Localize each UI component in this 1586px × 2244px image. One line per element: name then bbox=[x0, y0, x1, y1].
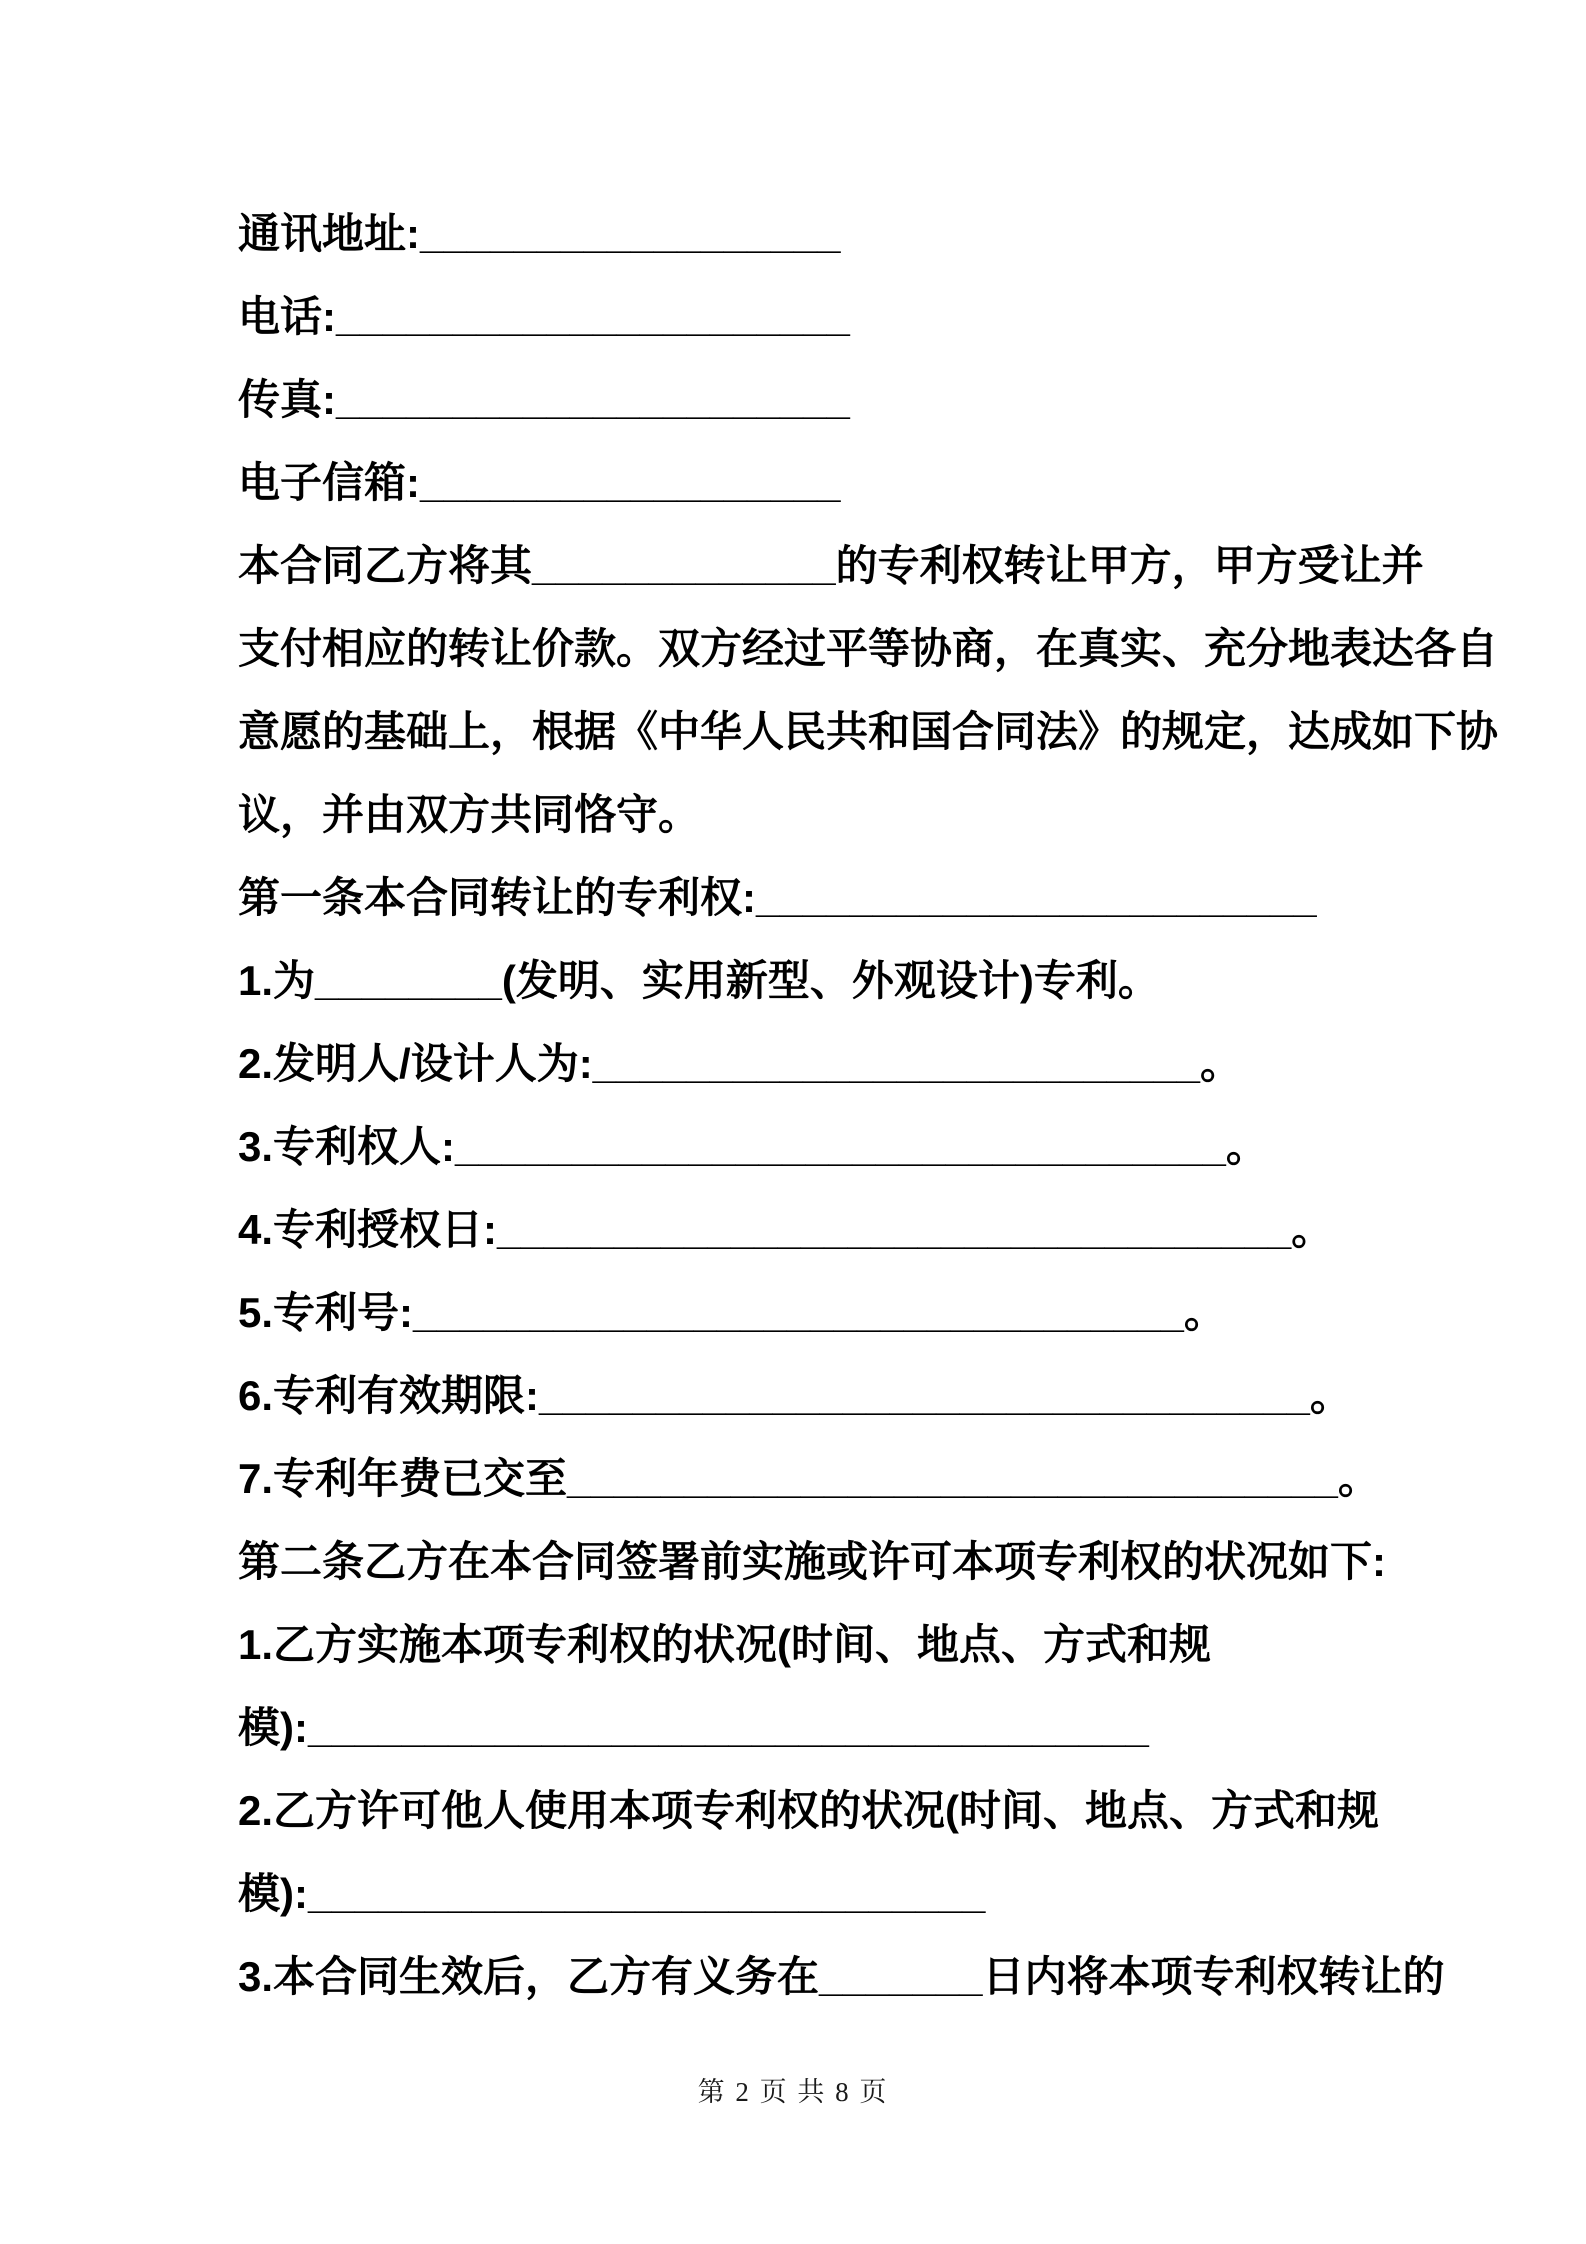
line-mailing-address: 通讯地址:__________________ bbox=[238, 210, 841, 257]
line-email: 电子信箱:__________________ bbox=[238, 459, 841, 506]
line-phone: 电话:______________________ bbox=[238, 293, 850, 340]
contract-body bbox=[238, 192, 1499, 2018]
line-article2-item1a: 1.乙方实施本项专利权的状况(时间、地点、方式和规 bbox=[238, 1621, 1212, 1668]
line-article1-title: 第一条本合同转让的专利权:________________________ bbox=[238, 874, 1317, 921]
line-preamble-2: 支付相应的转让价款。双方经过平等协商，在真实、充分地表达各自 bbox=[238, 625, 1499, 672]
line-preamble-3: 意愿的基础上，根据《中华人民共和国合同法》的规定，达成如下协 bbox=[238, 708, 1499, 755]
line-article2-item1b: 模):____________________________________ bbox=[238, 1704, 1149, 1751]
line-article2-title: 第二条乙方在本合同签署前实施或许可本项专利权的状况如下: bbox=[238, 1538, 1386, 1585]
page-footer: 第 2 页 共 8 页 bbox=[697, 2077, 889, 2107]
line-article1-item6: 6.专利有效期限:_________________________________。 bbox=[238, 1372, 1352, 1419]
line-article2-item3: 3.本合同生效后，乙方有义务在_______日内将本项专利权转让的 bbox=[238, 1953, 1445, 2000]
line-article1-item5: 5.专利号:_________________________________。 bbox=[238, 1289, 1226, 1336]
line-preamble-1: 本合同乙方将其_____________的专利权转让甲方，甲方受让并 bbox=[238, 542, 1424, 589]
line-article1-item7: 7.专利年费已交至_________________________________。 bbox=[238, 1455, 1380, 1502]
line-article1-item2: 2.发明人/设计人为:__________________________。 bbox=[238, 1040, 1243, 1087]
line-fax: 传真:______________________ bbox=[238, 376, 850, 423]
line-article2-item2b: 模):_____________________________ bbox=[238, 1870, 986, 1917]
line-article2-item2a: 2.乙方许可他人使用本项专利权的状况(时间、地点、方式和规 bbox=[238, 1787, 1380, 1834]
line-article1-item3: 3.专利权人:_________________________________。 bbox=[238, 1123, 1268, 1170]
line-article1-item1: 1.为________(发明、实用新型、外观设计)专利。 bbox=[238, 957, 1160, 1004]
line-article1-item4: 4.专利授权日:__________________________________。 bbox=[238, 1206, 1334, 1253]
line-preamble-4: 议，并由双方共同恪守。 bbox=[238, 791, 701, 838]
